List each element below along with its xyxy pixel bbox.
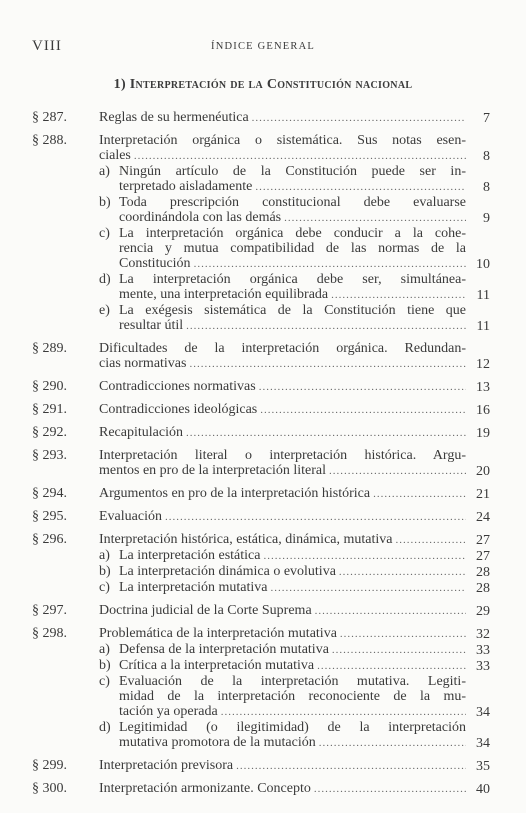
page-number: 33 [476,659,490,674]
subentry-text: resultar útil [119,318,184,333]
entry-body [99,425,466,441]
subentry-last-line [119,704,466,720]
section-title: Interpretación de la Constitución nacional [129,77,413,92]
entry-last-line [99,532,466,548]
dot-leader [331,288,466,303]
entry-body [99,509,466,525]
subentry-body [119,164,466,195]
section-number: § 297. [32,603,67,618]
entry-text: Reglas de su hermenéutica [99,110,249,125]
dot-leader [189,357,466,372]
page-number: 11 [476,319,490,334]
dot-leader [260,403,466,418]
subentry-text-line: La interpretación orgánica debe conducir a la cohe- [119,226,466,241]
toc-entry [32,133,490,334]
toc-entry [32,603,490,619]
dot-leader [315,604,466,619]
subentry-label: a) [99,548,110,563]
entry-body [99,341,466,372]
page-number: 8 [483,149,490,164]
section-number: § 287. [32,110,67,125]
entry-text: Doctrina judicial de la Corte Suprema [99,603,312,618]
page-number: 27 [476,533,490,548]
subentry-label: c) [99,674,110,689]
page-number: 34 [476,736,490,751]
page-number: 32 [476,627,490,642]
subentry-text: La interpretación dinámica o evolutiva [119,564,336,579]
subentry-body [119,195,466,226]
subentry-last-line [119,179,466,195]
subentry-last-line [119,210,466,226]
section-number: § 295. [32,509,67,524]
dot-leader [340,627,466,642]
subentry-text-line: La interpretación orgánica debe ser, simultánea- [119,272,466,287]
dot-leader [165,510,466,525]
entry-text: Interpretación previsora [99,758,234,773]
page-number: 24 [476,510,490,525]
dot-leader [134,149,466,164]
entry-last-line [99,781,466,797]
entry-last-line [99,425,466,441]
subentry-body [119,642,466,658]
entry-text: Interpretación histórica, estática, dinámica, mutativa [99,532,393,547]
entry-last-line [99,509,466,525]
subentry-label: b) [99,195,111,210]
entry-text: cias normativas [99,356,187,371]
entry-last-line [99,356,466,372]
subentry [99,642,490,658]
toc-entry [32,341,490,372]
subentry-text-line: Legitimidad (o ilegitimidad) de la interpretación [119,720,466,735]
dot-leader [186,319,466,334]
subentry-label: d) [99,272,111,287]
entry-text-line: Dificultades de la interpretación orgánica. Redundan- [99,341,466,356]
subentry-text: Constitución [119,256,191,271]
section-number: § 294. [32,486,67,501]
entry-last-line [99,463,466,479]
entry-body [99,379,466,395]
subentry-text: mutativa promotora de la mutación [119,735,316,750]
page-number: 40 [476,782,490,797]
subentry-text: La interpretación mutativa [119,580,268,595]
subentry-text-line: Evaluación de la interpretación mutativa. Legiti- [119,674,466,689]
subentry-last-line [119,287,466,303]
dot-leader [252,111,466,126]
page-number: 29 [476,604,490,619]
dot-leader [236,759,466,774]
section-heading [0,77,526,93]
subentry-body [119,720,466,751]
dot-leader [339,565,466,580]
subentry-body [119,272,466,303]
page-number: 35 [476,759,490,774]
subentry [99,272,490,303]
page-number: 28 [476,581,490,596]
dot-leader [221,705,466,720]
page-number: 33 [476,643,490,658]
dot-leader [255,180,466,195]
section-number: § 290. [32,379,67,394]
subentry-body [119,564,466,580]
subentry-label: e) [99,303,110,318]
entry-last-line [99,758,466,774]
dot-leader [186,426,466,441]
entry-text: Contradicciones normativas [99,379,256,394]
entry-body [99,486,466,502]
subentry [99,658,490,674]
subentry-last-line [119,735,466,751]
subentry-label: a) [99,164,110,179]
entry-text: Evaluación [99,509,162,524]
page-number: 10 [476,257,490,272]
subentry-last-line [119,658,466,674]
entry-body [99,626,466,642]
section-number: § 292. [32,425,67,440]
subentry [99,548,490,564]
subentry [99,580,490,596]
entry-last-line [99,110,466,126]
dot-leader [314,782,466,797]
subentry-body [119,226,466,272]
toc-entry [32,448,490,479]
subentry-body [119,548,466,564]
page-number: 20 [476,464,490,479]
entry-body [99,758,466,774]
running-head: ÍNDICE GENERAL [211,41,315,52]
subentry [99,674,490,720]
entry-body [99,402,466,418]
entry-text: Interpretación armonizante. Concepto [99,781,311,796]
subentry-last-line [119,642,466,658]
subentry-last-line [119,548,466,564]
subentry [99,195,490,226]
section-number: § 298. [32,626,67,641]
subentry-last-line [119,564,466,580]
entry-text: Argumentos en pro de la interpretación histórica [99,486,371,501]
subentry-text-line: midad de la interpretación reconociente de la mu- [119,689,466,704]
entry-body [99,781,466,797]
page-number: 12 [476,357,490,372]
subentry-text: terpretado aisladamente [119,179,253,194]
page-number: 13 [476,380,490,395]
section-number: § 288. [32,133,67,148]
page-number: 21 [476,487,490,502]
dot-leader [319,736,466,751]
subentry-text-line: La exégesis sistemática de la Constitución tiene que [119,303,466,318]
subentry-label: d) [99,720,111,735]
subentry-label: c) [99,226,110,241]
page-number: 27 [476,549,490,564]
subentry [99,226,490,272]
toc-entry [32,509,490,525]
dot-leader [259,380,466,395]
page-number: 9 [483,211,490,226]
dot-leader [284,211,466,226]
entry-last-line [99,148,466,164]
toc-entry [32,379,490,395]
entry-text-line: Interpretación literal o interpretación histórica. Argu- [99,448,466,463]
dot-leader [396,533,467,548]
page-number: 11 [476,288,490,303]
entry-last-line [99,486,466,502]
subentry-last-line [119,318,466,334]
section-number: § 296. [32,532,67,547]
table-of-contents [32,110,490,804]
section-number: § 293. [32,448,67,463]
dot-leader [329,464,466,479]
subentry [99,303,490,334]
toc-entry [32,402,490,418]
dot-leader [271,581,467,596]
subentry [99,164,490,195]
entry-last-line [99,626,466,642]
entry-body [99,133,466,164]
page-number: 34 [476,705,490,720]
subentry [99,720,490,751]
entry-last-line [99,402,466,418]
dot-leader [373,487,466,502]
entry-text: ciales [99,148,131,163]
dot-leader [332,643,466,658]
section-number: § 289. [32,341,67,356]
subentry-label: b) [99,658,111,673]
entry-text: Contradicciones ideológicas [99,402,258,417]
entry-body [99,603,466,619]
toc-entry [32,110,490,126]
toc-entry [32,425,490,441]
dot-leader [317,659,466,674]
toc-entry [32,781,490,797]
section-number: 1) [113,77,126,92]
subentry-text: La interpretación estática [119,548,261,563]
entry-body [99,532,466,548]
toc-entry [32,532,490,596]
toc-entry [32,486,490,502]
section-number: § 291. [32,402,67,417]
subentry-body [119,674,466,720]
toc-entry [32,626,490,751]
subentry-text-line: rencia y mutua compatibilidad de las normas de la [119,241,466,256]
entry-text: mentos en pro de la interpretación literal [99,463,327,478]
entry-last-line [99,379,466,395]
section-number: § 299. [32,758,67,773]
subentry-last-line [119,256,466,272]
subentry-body [119,580,466,596]
subentry-label: b) [99,564,111,579]
subentry-label: a) [99,642,110,657]
page-number: 16 [476,403,490,418]
entry-last-line [99,603,466,619]
subentry [99,564,490,580]
subentry-body [119,658,466,674]
entry-text: Problemática de la interpretación mutativa [99,626,337,641]
subentry-last-line [119,580,466,596]
entry-body [99,448,466,479]
subentry-text: Crítica a la interpretación mutativa [119,658,315,673]
page-number: 19 [476,426,490,441]
page-number: 28 [476,565,490,580]
dot-leader [263,549,466,564]
subentry-text: Defensa de la interpretación mutativa [119,642,329,657]
subentry-body [119,303,466,334]
subentry-text-line: Toda prescripción constitucional debe evaluarse [119,195,466,210]
subentry-text: coordinándola con las demás [119,210,282,225]
entry-body [99,110,466,126]
entry-text-line: Interpretación orgánica o sistemática. Sus notas esen- [99,133,466,148]
page-number: 8 [483,180,490,195]
subentry-text-line: Ningún artículo de la Constitución puede ser in- [119,164,466,179]
dot-leader [194,257,466,272]
entry-text: Recapitulación [99,425,183,440]
page-number-roman: VIII [32,38,62,54]
subentry-label: c) [99,580,110,595]
subentry-text: mente, una interpretación equilibrada [119,287,329,302]
subentry-text: tación ya operada [119,704,218,719]
page-number: 7 [483,111,490,126]
section-number: § 300. [32,781,67,796]
toc-entry [32,758,490,774]
